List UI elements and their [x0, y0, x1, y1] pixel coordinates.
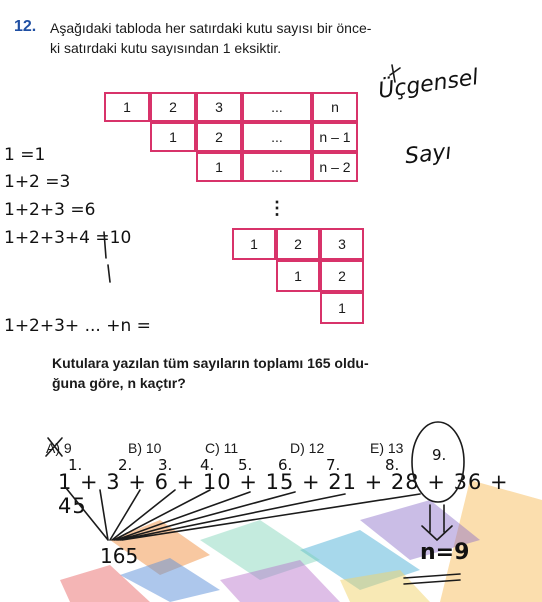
handwritten-index-7: 7. — [326, 456, 341, 474]
handwritten-sum-1: 1 =1 — [4, 145, 46, 165]
question-stem-line2: ki satırdaki kutu sayısından 1 eksiktir. — [50, 40, 282, 56]
handwritten-index-6: 6. — [278, 456, 293, 474]
handwritten-index-9: 9. — [432, 446, 447, 464]
handwritten-index-2: 2. — [118, 456, 133, 474]
option-e[interactable]: E) 13 — [370, 440, 404, 456]
top-cell-r1-c2: 2 — [150, 92, 196, 122]
top-cell-r3-c5: n – 2 — [312, 152, 358, 182]
top-cell-r3-c3: 1 — [196, 152, 242, 182]
question-number: 12. — [14, 18, 37, 35]
question-stem-line1: Aşağıdaki tabloda her satırdaki kutu sayısı bir önce- — [50, 20, 372, 36]
handwritten-index-1: 1. — [68, 456, 83, 474]
handwritten-answer: n=9 — [420, 540, 470, 565]
handwritten-index-3: 3. — [158, 456, 173, 474]
question-prompt-line2: ğuna göre, n kaçtır? — [52, 375, 186, 391]
handwritten-index-5: 5. — [238, 456, 253, 474]
bottom-cell-r2-c2: 1 — [276, 260, 320, 292]
vertical-dots: ⋮ — [268, 198, 286, 218]
top-cell-r2-c3: 2 — [196, 122, 242, 152]
top-cell-r2-c4: ... — [242, 122, 312, 152]
bottom-cell-r1-c2: 2 — [276, 228, 320, 260]
bottom-cell-r1-c1: 1 — [232, 228, 276, 260]
question-prompt-line1: Kutulara yazılan tüm sayıların toplamı 165 oldu- — [52, 355, 369, 371]
top-cell-r2-c5: n – 1 — [312, 122, 358, 152]
top-cell-r1-c3: 3 — [196, 92, 242, 122]
handwritten-series: 1 + 3 + 6 + 10 + 15 + 21 + 28 + 36 + 45 — [58, 470, 509, 518]
top-cell-r1-c1: 1 — [104, 92, 150, 122]
top-cell-r1-c5: n — [312, 92, 358, 122]
handwritten-sum-4: 1+2+3+4 =10 — [4, 228, 132, 248]
option-c[interactable]: C) 11 — [205, 440, 239, 456]
handwritten-index-8: 8. — [385, 456, 400, 474]
handwritten-sum-2: 1+2 =3 — [4, 172, 71, 192]
option-d[interactable]: D) 12 — [290, 440, 325, 456]
bottom-cell-r1-c3: 3 — [320, 228, 364, 260]
option-a[interactable]: A) 9 — [46, 440, 72, 456]
top-cell-r1-c4: ... — [242, 92, 312, 122]
top-cell-r2-c2: 1 — [150, 122, 196, 152]
top-cell-r3-c4: ... — [242, 152, 312, 182]
handwritten-total: 165 — [100, 544, 139, 568]
bottom-cell-r3-c3: 1 — [320, 292, 364, 324]
bottom-cell-r2-c3: 2 — [320, 260, 364, 292]
handwritten-note-ucgensel: Üçgensel — [376, 65, 481, 104]
handwritten-note-sayi: Sayı — [403, 139, 453, 170]
handwritten-index-4: 4. — [200, 456, 215, 474]
handwritten-sum-general: 1+2+3+ ... +n = — [4, 316, 151, 336]
option-b[interactable]: B) 10 — [128, 440, 162, 456]
handwritten-sum-3: 1+2+3 =6 — [4, 200, 96, 220]
